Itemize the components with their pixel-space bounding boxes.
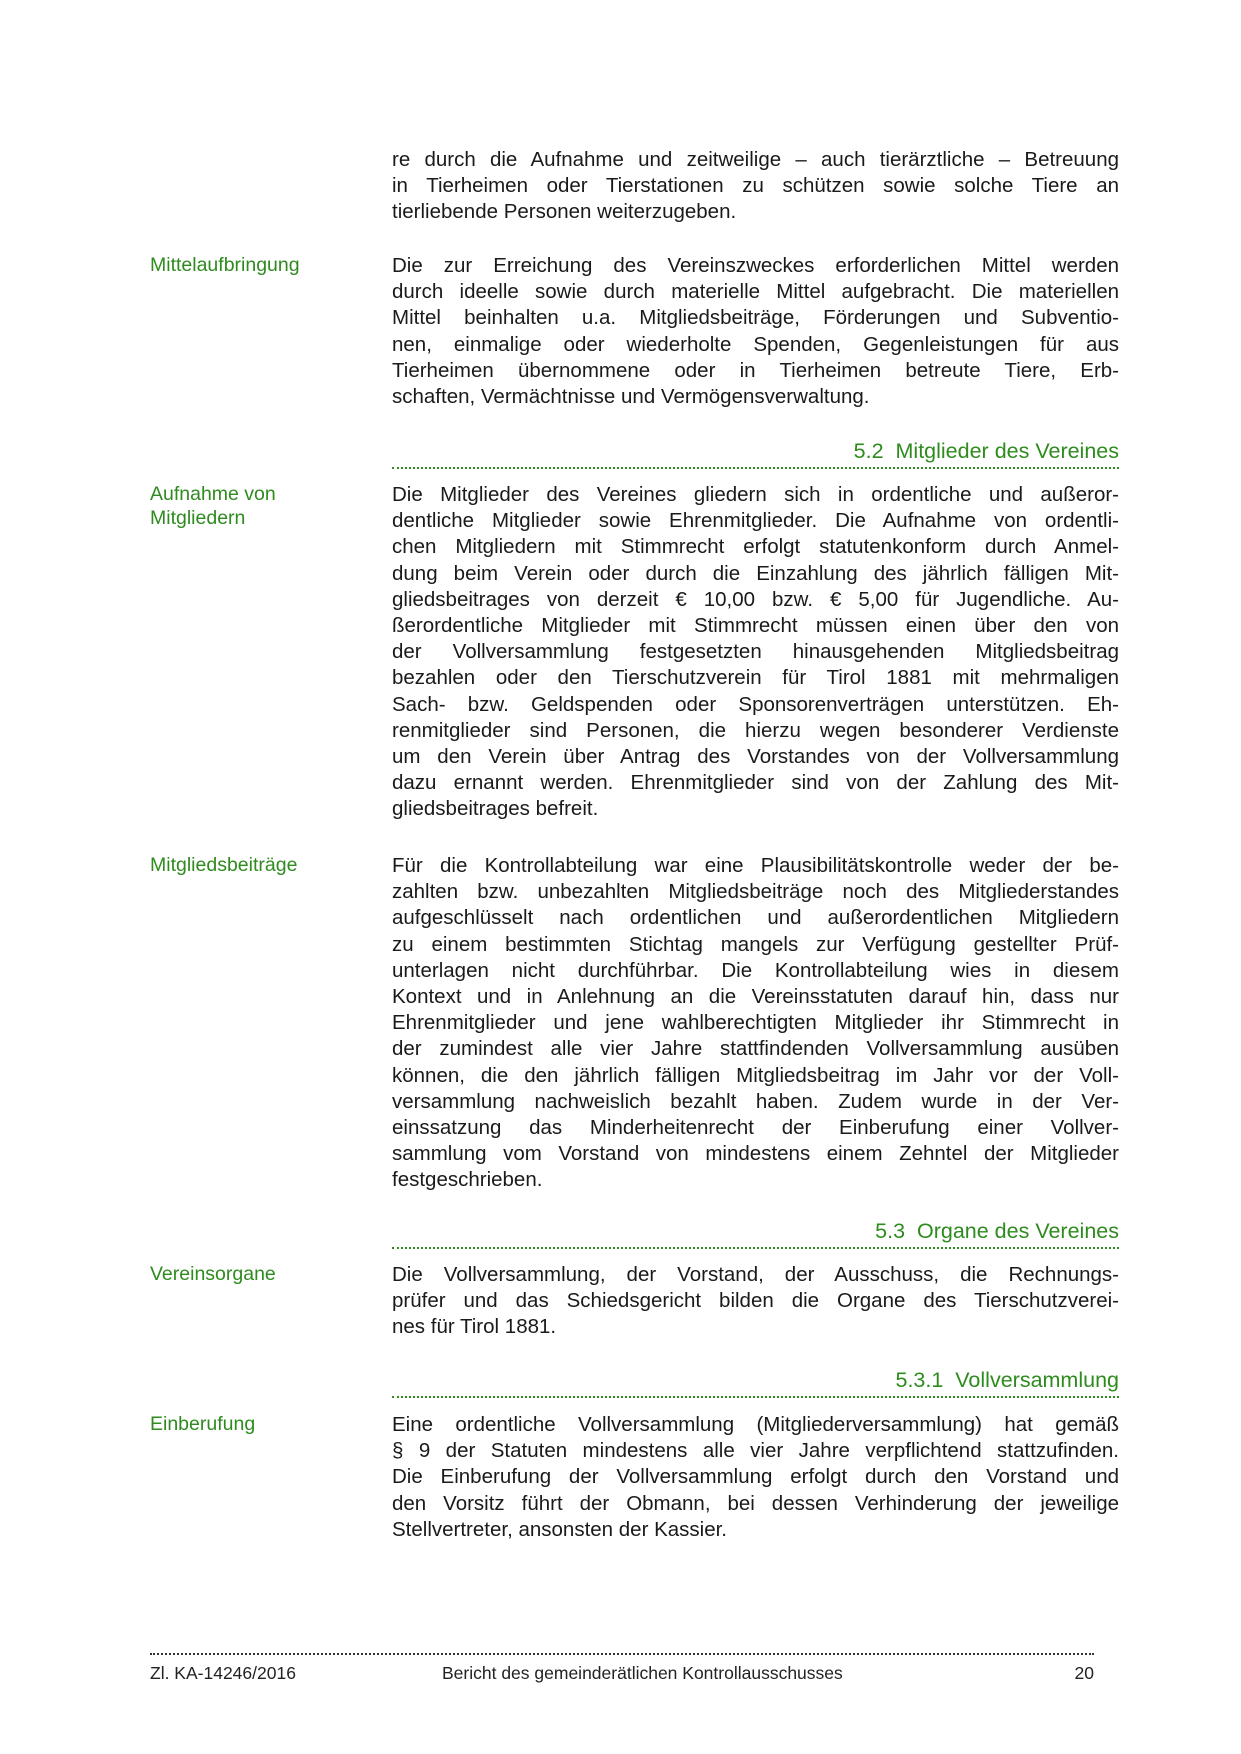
text-line: chen Mitgliedern mit Stimmrecht erfolgt statutenkonform durch Anmel-	[392, 535, 1119, 559]
text-line: der Vollversammlung festgesetzten hinausgehenden Mitgliedsbeitrag	[392, 640, 1119, 664]
text-line: Die zur Erreichung des Vereinszweckes erforderlichen Mittel werden	[392, 254, 1119, 277]
heading-divider	[392, 1247, 1119, 1249]
margin-label-line: Aufnahme von	[150, 483, 276, 505]
intro-paragraph	[392, 147, 1119, 226]
text-line: Sach- bzw. Geldspenden oder Sponsorenverträgen unterstützen. Eh-	[392, 692, 1119, 716]
text-line: renmitglieder sind Personen, die hierzu wegen besonderer Verdienste	[392, 718, 1119, 742]
text-line: schaften, Vermächtnisse und Vermögensverwaltung.	[392, 385, 870, 409]
text-line: § 9 der Statuten mindestens alle vier Jahre verpflichtend stattzufinden.	[392, 1439, 1119, 1463]
margin-label-vereinsorgane: Vereinsorgane	[150, 1263, 276, 1285]
text-line: aufgeschlüsselt nach ordentlichen und außerordentlichen Mitgliedern	[392, 906, 1119, 930]
section-number: 5.3.1	[895, 1368, 944, 1392]
text-line: Eine ordentliche Vollversammlung (Mitgliederversammlung) hat gemäß	[392, 1413, 1119, 1436]
text-line: re durch die Aufnahme und zeitweilige – auch tierärztliche – Betreuung	[392, 148, 1119, 171]
aufnahme-paragraph	[392, 482, 1119, 823]
text-line: um den Verein über Antrag des Vorstandes von der Vollversammlung	[392, 745, 1119, 769]
text-line: zahlten bzw. unbezahlten Mitgliedsbeiträge noch des Mitgliederstandes	[392, 880, 1119, 904]
text-line: Mittel beinhalten u.a. Mitgliedsbeiträge, Förderungen und Subventio-	[392, 306, 1119, 330]
vereinsorgane-paragraph	[392, 1262, 1119, 1341]
text-line: gliedsbeitrages befreit.	[392, 797, 599, 821]
margin-label-einberufung: Einberufung	[150, 1413, 256, 1435]
mitgliedsbeitraege-paragraph	[392, 853, 1119, 1194]
text-line: den Vorsitz führt der Obmann, bei dessen Verhinderung der jeweilige	[392, 1491, 1119, 1515]
text-line: durch ideelle sowie durch materielle Mittel aufgebracht. Die materiellen	[392, 280, 1119, 304]
text-line: zu einem bestimmten Stichtag mangels zur Verfügung gestellter Prüf-	[392, 932, 1119, 956]
section-heading-5-3-1	[392, 1367, 1119, 1393]
text-line: nes für Tirol 1881.	[392, 1315, 557, 1339]
text-line: Für die Kontrollabteilung war eine Plausibilitätskontrolle weder der be-	[392, 854, 1119, 877]
heading-divider	[392, 1396, 1119, 1398]
text-line: versammlung nachweislich bezahlt haben. Zudem wurde in der Ver-	[392, 1089, 1119, 1113]
text-line: bezahlen oder den Tierschutzverein für Tirol 1881 mit mehrmaligen	[392, 666, 1119, 690]
text-line: unterlagen nicht durchführbar. Die Kontrollabteilung wies in diesem	[392, 958, 1119, 982]
page-number: 20	[1074, 1663, 1094, 1683]
heading-divider	[392, 467, 1119, 469]
text-line: tierliebende Personen weiterzugeben.	[392, 200, 737, 224]
section-title: Organe des Vereines	[917, 1219, 1119, 1243]
text-line: Die Einberufung der Vollversammlung erfolgt durch den Vorstand und	[392, 1465, 1119, 1489]
text-line: ßerordentliche Mitglieder mit Stimmrecht müssen einen über den von	[392, 614, 1119, 638]
text-line: nen, einmalige oder wiederholte Spenden, Gegenleistungen für aus	[392, 332, 1119, 356]
margin-label-mitgliedsbeitraege: Mitgliedsbeiträge	[150, 854, 298, 876]
text-line: Die Vollversammlung, der Vorstand, der Ausschuss, die Rechnungs-	[392, 1263, 1119, 1286]
text-line: sammlung vom Vorstand von mindestens einem Zehntel der Mitglieder	[392, 1142, 1119, 1166]
einberufung-paragraph	[392, 1412, 1119, 1543]
text-line: der zumindest alle vier Jahre stattfindenden Vollversammlung ausüben	[392, 1037, 1119, 1061]
section-heading-5-3	[392, 1218, 1119, 1244]
section-title: Mitglieder des Vereines	[895, 439, 1119, 463]
margin-label-line: Mitgliedern	[150, 507, 246, 529]
text-line: Die Mitglieder des Vereines gliedern sich in ordentliche und außeror-	[392, 483, 1119, 506]
text-line: Tierheimen übernommene oder in Tierheimen betreute Tiere, Erb-	[392, 358, 1119, 382]
text-line: Ehrenmitglieder und jene wahlberechtigten Mitglieder ihr Stimmrecht in	[392, 1011, 1119, 1035]
text-line: dentliche Mitglieder sowie Ehrenmitglieder. Die Aufnahme von ordentli-	[392, 509, 1119, 533]
footer-reference: Zl. KA-14246/2016	[150, 1663, 296, 1683]
text-line: Stellvertreter, ansonsten der Kassier.	[392, 1517, 728, 1541]
margin-label-mittelaufbringung: Mittelaufbringung	[150, 254, 300, 276]
text-line: einssatzung das Minderheitenrecht der Einberufung einer Vollver-	[392, 1116, 1119, 1140]
text-line: festgeschrieben.	[392, 1168, 543, 1192]
text-line: dazu ernannt werden. Ehrenmitglieder sind von der Zahlung des Mit-	[392, 771, 1119, 795]
text-line: dung beim Verein oder durch die Einzahlung des jährlich fälligen Mit-	[392, 561, 1119, 585]
section-title: Vollversammlung	[955, 1368, 1119, 1392]
mittelaufbringung-paragraph	[392, 253, 1119, 410]
margin-label-aufnahme	[150, 482, 350, 530]
text-line: Kontext und in Anlehnung an die Vereinsstatuten darauf hin, dass nur	[392, 985, 1119, 1009]
section-heading-5-2	[392, 438, 1119, 464]
footer-divider	[150, 1653, 1094, 1655]
text-line: können, die den jährlich fälligen Mitgliedsbeitrag im Jahr vor der Voll-	[392, 1063, 1119, 1087]
section-number: 5.3	[875, 1219, 906, 1243]
text-line: in Tierheimen oder Tierstationen zu schützen sowie solche Tiere an	[392, 174, 1119, 198]
text-line: prüfer und das Schiedsgericht bilden die Organe des Tierschutzverei-	[392, 1289, 1119, 1313]
text-line: gliedsbeitrages von derzeit € 10,00 bzw. € 5,00 für Jugendliche. Au-	[392, 587, 1119, 611]
section-number: 5.2	[853, 439, 884, 463]
footer-title: Bericht des gemeinderätlichen Kontrollausschusses	[442, 1663, 843, 1683]
